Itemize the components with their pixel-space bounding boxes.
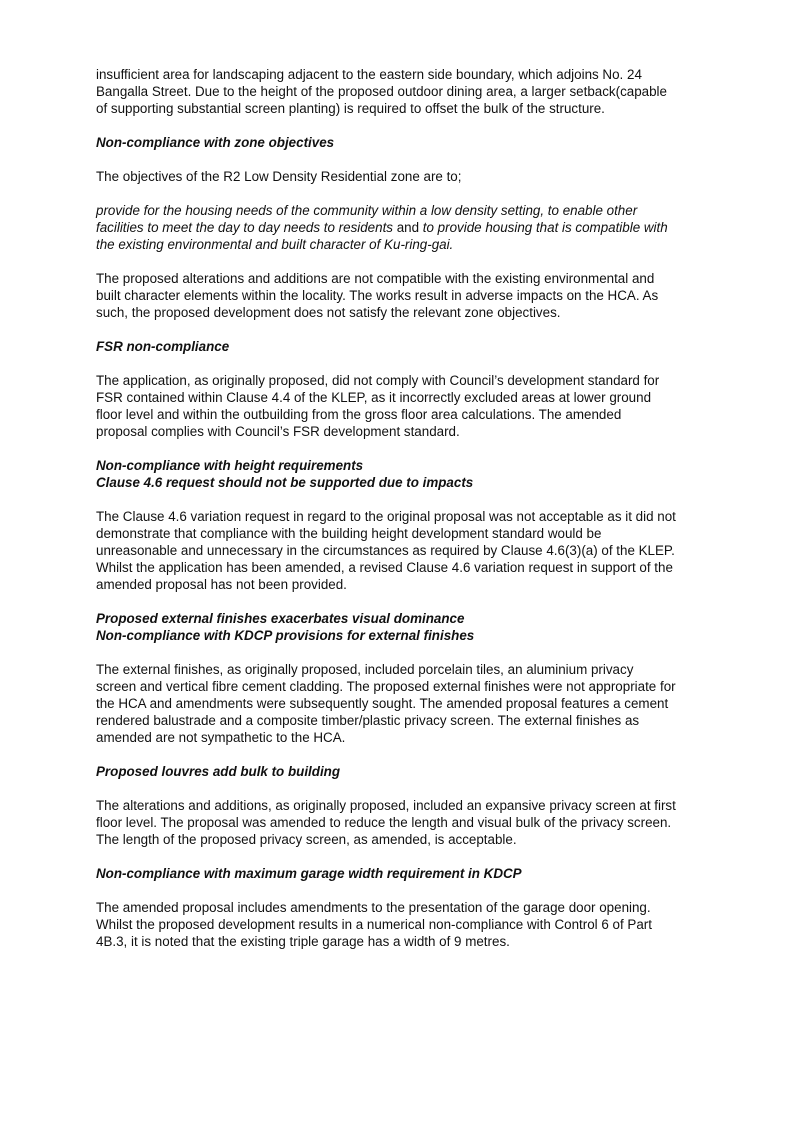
height-heading-line1: Non-compliance with height requirements: [96, 458, 364, 473]
height-heading: [96, 457, 676, 491]
fsr-heading: FSR non-compliance: [96, 339, 230, 354]
zone-objectives-body: The proposed alterations and additions are not compatible with the existing environmental and built character elements within the locality. The works result in adverse impacts on the HCA. As such, the proposed development does not satisfy the relevant zone objectives.: [96, 271, 659, 320]
zone-objectives-quote-part1: provide for the housing needs of the community within a low density setting, to enable other facilities to meet the day to day needs to residents: [96, 203, 638, 235]
height-body: The Clause 4.6 variation request in regard to the original proposal was not acceptable as it did not demonstrate that compliance with the building height development standard would be unreasonable and unnecessary in the circumstances as required by Clause 4.6(3)(a) of the KLEP. Whilst the application has been amended, a revised Clause 4.6 variation request in support of the amended proposal has not been provided.: [96, 509, 676, 592]
louvres-heading: Proposed louvres add bulk to building: [96, 764, 341, 779]
garage-heading: Non-compliance with maximum garage width requirement in KDCP: [96, 866, 522, 881]
finishes-heading: [96, 610, 676, 644]
fsr-body: The application, as originally proposed, did not comply with Council’s development standard for FSR contained within Clause 4.4 of the KLEP, as it incorrectly excluded areas at lower ground floor level and within the outbuilding from the gross floor area calculations. The amended proposal complies with Council’s FSR development standard.: [96, 373, 660, 439]
height-heading-line2: Clause 4.6 request should not be supported due to impacts: [96, 475, 474, 490]
finishes-heading-line2: Non-compliance with KDCP provisions for external finishes: [96, 628, 475, 643]
zone-objectives-quote: [96, 202, 676, 253]
finishes-body: The external finishes, as originally proposed, included porcelain tiles, an aluminium privacy screen and vertical fibre cement cladding. The proposed external finishes were not appropriate for the HCA and amendments were subsequently sought. The amended proposal features a cement rendered balustrade and a composite timber/plastic privacy screen. The external finishes as amended are not sympathetic to the HCA.: [96, 662, 676, 745]
zone-objectives-intro: The objectives of the R2 Low Density Residential zone are to;: [96, 169, 462, 184]
zone-objectives-heading: Non-compliance with zone objectives: [96, 135, 335, 150]
finishes-heading-line1: Proposed external finishes exacerbates visual dominance: [96, 611, 465, 626]
document-page: [96, 66, 676, 967]
louvres-body: The alterations and additions, as originally proposed, included an expansive privacy screen at first floor level. The proposal was amended to reduce the length and visual bulk of the privacy screen. The length of the proposed privacy screen, as amended, is acceptable.: [96, 798, 676, 847]
zone-objectives-quote-join: and: [393, 220, 423, 235]
garage-body: The amended proposal includes amendments to the presentation of the garage door opening. Whilst the proposed development results in a numerical non-compliance with Control 6 of Part 4B.3, it is noted that the existing triple garage has a width of 9 metres.: [96, 900, 652, 949]
zone-objectives-quote-part2: to provide housing that is compatible with the existing environmental and built character of Ku-ring-gai.: [96, 220, 668, 252]
intro-paragraph: insufficient area for landscaping adjacent to the eastern side boundary, which adjoins No. 24 Bangalla Street. Due to the height of the proposed outdoor dining area, a larger setback(capable of supporting substantial screen planting) is required to offset the bulk of the structure.: [96, 67, 667, 116]
